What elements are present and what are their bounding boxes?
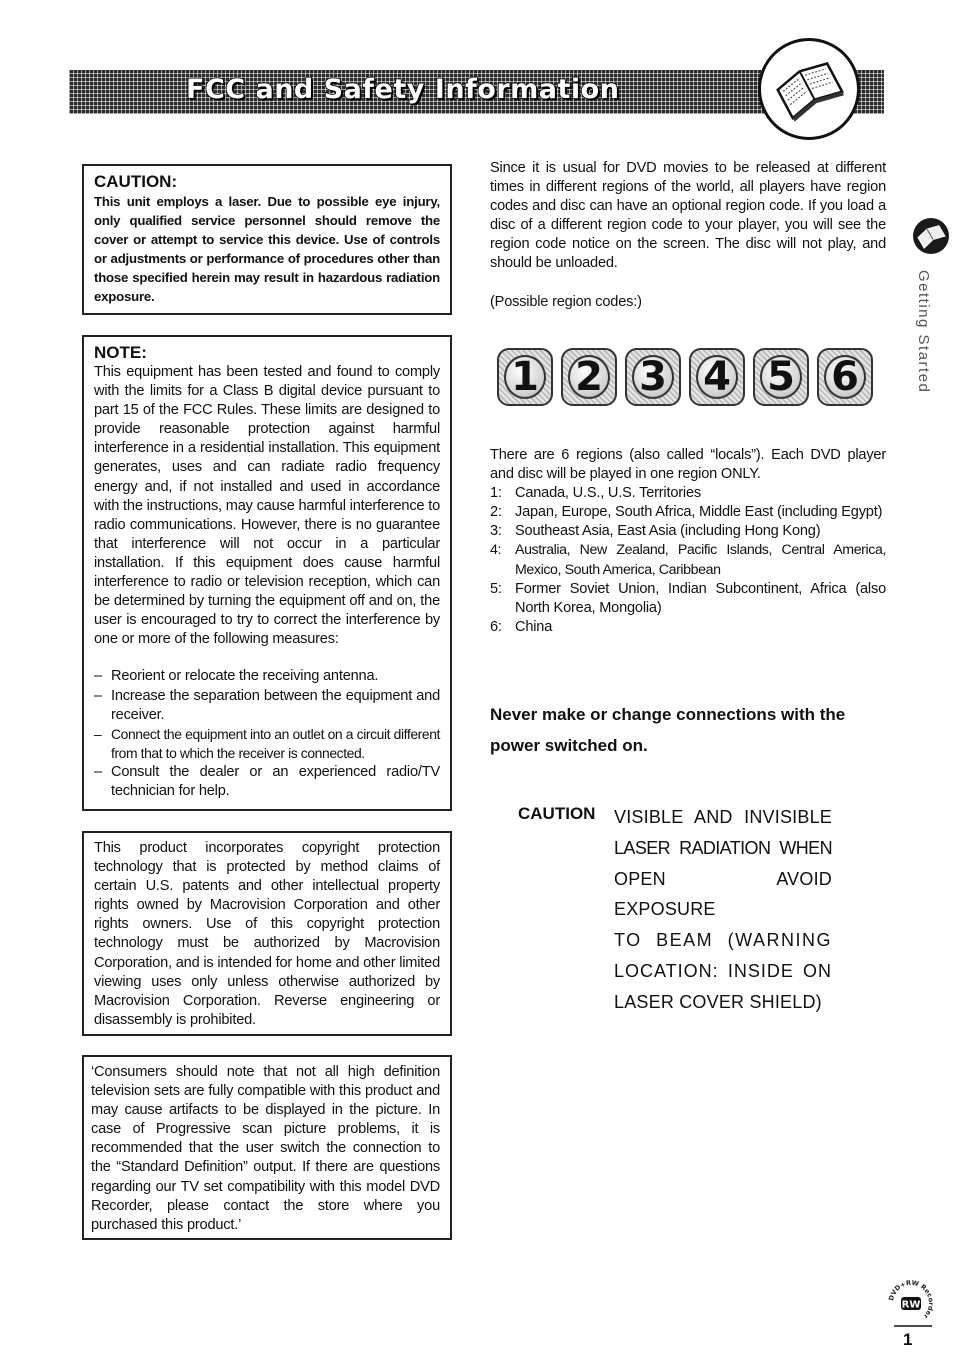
list-item: – Increase the separation between the equipment and receiver. bbox=[94, 687, 440, 725]
region-4-icon: 4 bbox=[689, 348, 745, 406]
svg-text:RW: RW bbox=[901, 1299, 921, 1311]
region-3-icon: 3 bbox=[625, 348, 681, 406]
list-item: – Consult the dealer or an experienced radio/TV technician for help. bbox=[94, 763, 440, 801]
page-number: 1 bbox=[903, 1330, 913, 1349]
caution-heading: CAUTION: bbox=[94, 172, 178, 191]
laser-caution-label: CAUTION bbox=[518, 804, 596, 823]
caution-text: This unit employs a laser. Due to possible eye injury, only qualified service personnel should remove the cover or attempt to service this device. Use of controls or adjustments or performance of procedures other than those specified herein may result in hazardous radiation exposure. bbox=[94, 194, 440, 304]
region-2-icon: 2 bbox=[561, 348, 617, 406]
measures-list bbox=[94, 667, 440, 801]
region-code-icons bbox=[497, 348, 877, 408]
possible-region-label: (Possible region codes:) bbox=[490, 294, 642, 310]
list-item: – Connect the equipment into an outlet on a circuit different from that to which the receiver is connected. bbox=[94, 725, 440, 763]
hd-compatibility-box bbox=[82, 1055, 452, 1240]
list-item: 1: Canada, U.S., U.S. Territories bbox=[490, 485, 701, 502]
dvd-rw-logo-icon bbox=[886, 1278, 936, 1328]
laser-caution-text: VISIBLE AND INVISIBLE LASER RADIATION WHEN OPEN AVOID EXPOSURE TO BEAM (WARNING LOCATION: INSIDE ON LASER COVER SHIELD) bbox=[614, 807, 832, 1012]
hd-compatibility-text: ‘Consumers should note that not all high definition television sets are fully compatible with this product and may cause artifacts to be displayed in the picture. In case of Progressive scan picture problems, it is recommended that the user switch the connection to the “Standard Definition” output. If there are questions regarding our TV set compatibility with this model DVD Recorder, please contact the store where you purchased this product.’ bbox=[91, 1064, 440, 1233]
copyright-text: This product incorporates copyright protection technology that is protected by method claims of certain U.S. patents and other intellectual property rights owned by Macrovision Corporation and other rights owners. Use of this copyright protection technology must be authorized by Macrovision Corporation, and is intended for home and other limited viewing uses only unless otherwise authorized by Macrovision Corporation. Reverse engineering or disassembly is prohibited. bbox=[94, 840, 440, 1028]
fcc-note-box bbox=[82, 335, 452, 811]
book-icon bbox=[758, 38, 860, 140]
page-title: FCC and Safety Information bbox=[186, 74, 620, 105]
regions-section bbox=[490, 446, 886, 637]
region-1-icon: 1 bbox=[497, 348, 553, 406]
region-intro-text: Since it is usual for DVD movies to be released at different times in different regions of the world, all players have region codes and disc can have an optional region code. If you load a disc of a different region code to your player, you will see the region code notice on the screen. The disc will not play, and should be unloaded. bbox=[490, 160, 886, 272]
caution-box bbox=[82, 164, 452, 315]
list-item: 2: Japan, Europe, South Africa, Middle East (including Egypt) bbox=[490, 504, 883, 521]
list-item: 3: Southeast Asia, East Asia (including Hong Kong) bbox=[490, 523, 821, 540]
note-text: This equipment has been tested and found to comply with the limits for a Class B digital device pursuant to part 15 of the FCC Rules. These limits are designed to provide reasonable protection against harmful interference in a residential installation. This equipment generates, uses and can radiate radio frequency energy and, if not installed and used in accordance with the instructions, may cause harmful interference to radio communications. However, there is no guarantee that interference will not occur in a particular installation. If this equipment does cause harmful interference to radio or television reception, which can be determined by turning the equipment off and on, the user is encouraged to try to correct the interference by one or more of the following measures: bbox=[94, 364, 440, 648]
section-tab-label: Getting Started bbox=[915, 270, 932, 394]
list-item: 5: Former Soviet Union, Indian Subcontinent, Africa (also North Korea, Mongolia) bbox=[490, 580, 886, 616]
list-item: 4: Australia, New Zealand, Pacific Islands, Central America, Mexico, South America, Caribbean bbox=[490, 542, 886, 578]
note-heading: NOTE: bbox=[94, 343, 147, 362]
svg-text:DVD+RW Recorder: DVD+RW Recorder bbox=[887, 1278, 936, 1321]
book-tab-icon bbox=[911, 216, 951, 256]
list-item: – Reorient or relocate the receiving antenna. bbox=[94, 667, 440, 686]
list-item: 6: China bbox=[490, 618, 553, 635]
copyright-box bbox=[82, 831, 452, 1036]
regions-list bbox=[490, 484, 886, 637]
power-warning: Never make or change connections with the power switched on. bbox=[490, 705, 846, 755]
region-5-icon: 5 bbox=[753, 348, 809, 406]
region-6-icon: 6 bbox=[817, 348, 873, 406]
regions-summary: There are 6 regions (also called “locals”). Each DVD player and disc will be played in one region ONLY. bbox=[490, 447, 886, 483]
